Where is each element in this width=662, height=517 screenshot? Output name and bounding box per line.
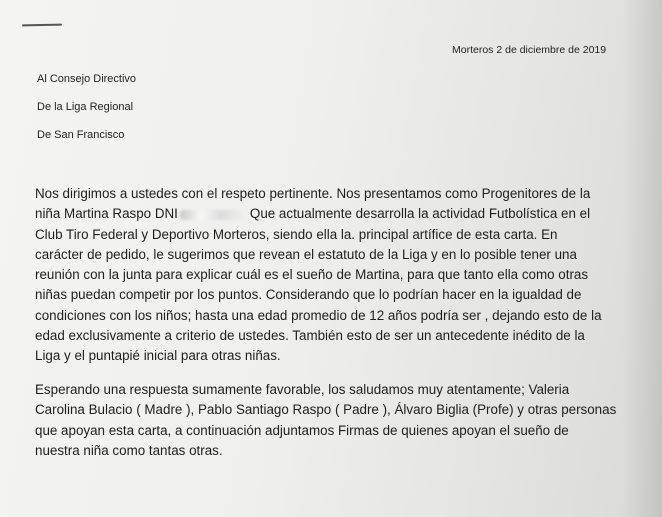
pen-mark: [22, 24, 62, 27]
recipient-line-3: De San Francisco: [37, 129, 125, 141]
paragraph-line: Liga y el puntapié inicial para otras niñas.: [35, 348, 281, 364]
paragraph-line: nuestra niña como tantas otras.: [35, 442, 223, 458]
recipient-line-1: Al Consejo Directivo: [37, 73, 137, 85]
paragraph-line: edad exclusivamente a criterio de ustedes. También esto de ser un antecedente inédito de la: [35, 328, 585, 344]
paragraph-line: Carolina Bulacio ( Madre ), Pablo Santiago Raspo ( Padre ), Álvaro Biglia (Profe) y otras personas: [35, 402, 617, 418]
paragraph-line: [35, 204, 631, 224]
paragraph-line: Nos dirigimos a ustedes con el respeto pertinente. Nos presentamos como Progenitores de la: [35, 186, 591, 201]
paragraph-line: condiciones con los niños; hasta una edad promedio de 12 años podría ser , dejando esto de la: [35, 307, 602, 323]
body-paragraph-1: [35, 184, 631, 367]
paragraph-line: carácter de pedido, le sugerimos que revean el estatuto de la Liga y en lo posible tener una: [35, 246, 577, 262]
recipient-line-2: De la Liga Regional: [37, 101, 134, 113]
letter-date: Morteros 2 de diciembre de 2019: [452, 44, 607, 56]
paragraph-line: niñas puedan competir por los puntos. Considerando que lo podrían hacer en la igualdad de: [35, 287, 582, 303]
paragraph-line: que apoyan esta carta, a continuación adjuntamos Firmas de quienes apoyan el sueño de: [35, 422, 569, 438]
paragraph-line: Club Tiro Federal y Deportivo Morteros, siendo ella la. principal artífice de esta carta. En: [35, 226, 558, 242]
redacted-dni-mark: [180, 210, 248, 220]
paragraph-text: niña Martina Raspo DNI: [35, 206, 178, 222]
paragraph-line: Esperando una respuesta sumamente favorable, los saludamos muy atentamente; Valeria: [35, 382, 570, 397]
paragraph-text: Que actualmente desarrolla la actividad Futbolística en el: [249, 206, 591, 222]
paragraph-line: reunión con la junta para explicar cuál es el sueño de Martina, para que tanto ella como otras: [35, 267, 589, 283]
body-paragraph-2: [35, 380, 631, 461]
